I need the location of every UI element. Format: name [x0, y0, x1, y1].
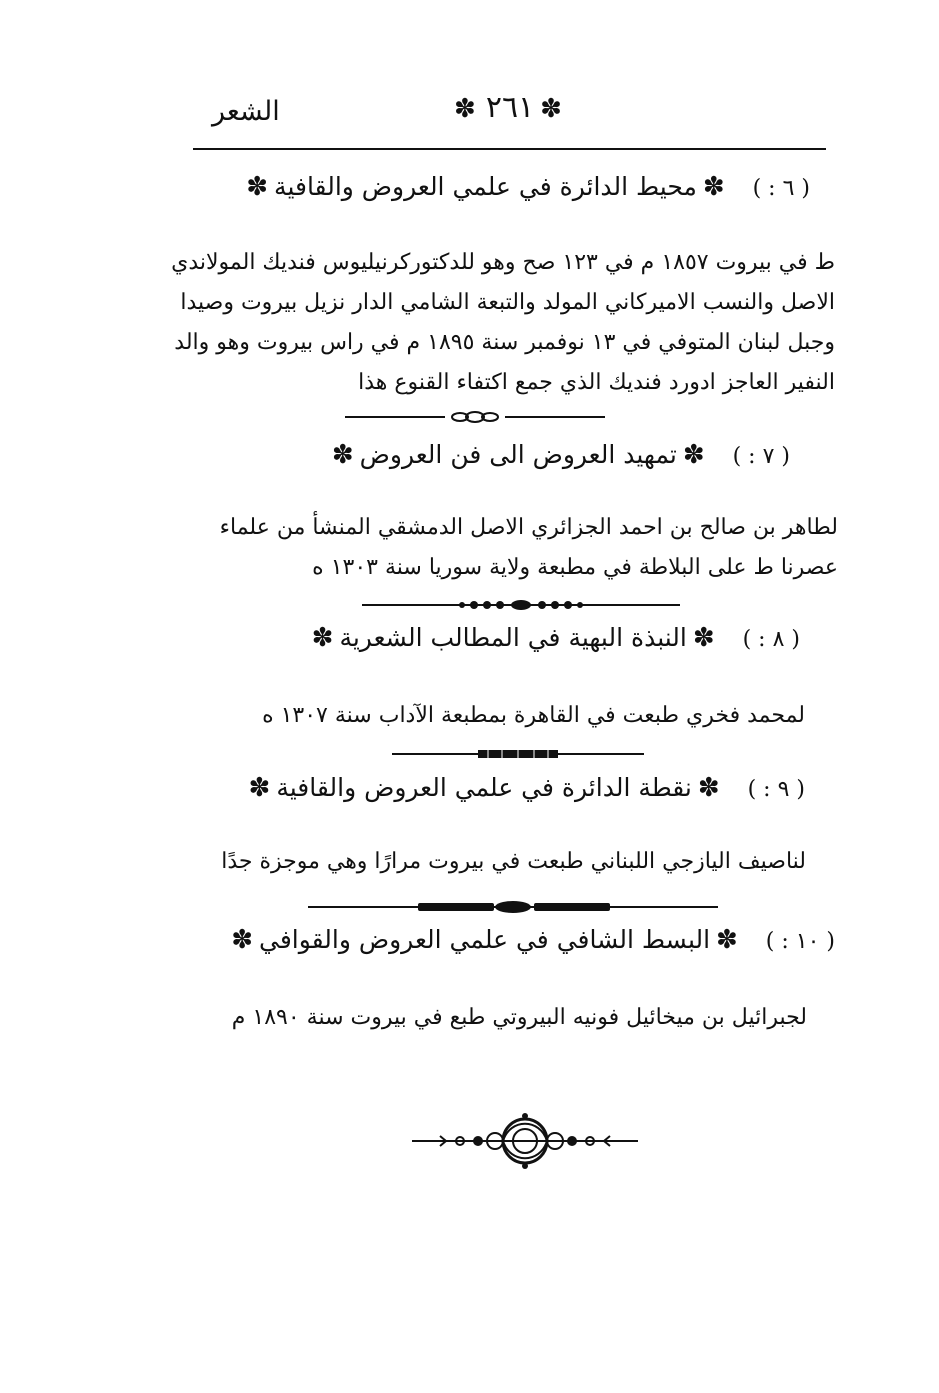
header-rule: [193, 148, 826, 150]
scroll-divider-icon: [345, 410, 605, 424]
scroll-divider-icon: [392, 747, 644, 761]
body-line: وجبل لبنان المتوفي في ١٣ نوفمبر سنة ١٨٩٥ م في راس بيروت وهو والد: [174, 330, 835, 355]
asterisk-flower-icon: ✽: [331, 440, 354, 470]
entry-body-7: [193, 508, 838, 588]
page-number-value: ٢٦١: [485, 90, 535, 125]
body-line: ط في بيروت ١٨٥٧ م في ١٢٣ صح وهو للدكتوركرنيليوس فنديك المولاندي: [171, 250, 835, 275]
asterisk-flower-icon: ✽: [697, 773, 720, 803]
body-line: عصرنا ط على البلاطة في مطبعة ولاية سوريا سنة ١٣٠٣ ه: [312, 555, 838, 580]
entry-number: ( ٧ : ): [732, 444, 790, 469]
entry-body-6: [171, 243, 835, 403]
entry-title-text: نقطة الدائرة في علمي العروض والقافية: [276, 773, 692, 802]
entry-title-8: [311, 623, 800, 653]
scroll-divider-icon: [362, 598, 680, 612]
body-line: لطاهر بن صالح بن احمد الجزائري الاصل الدمشقي المنشأ من علماء: [219, 515, 838, 540]
running-head-title: الشعر: [212, 96, 280, 127]
entry-title-9: [248, 773, 805, 803]
entry-title-text: البسط الشافي في علمي العروض والقوافي: [258, 925, 711, 954]
asterisk-flower-icon: ✽: [702, 172, 725, 202]
entry-title-7: [331, 440, 790, 470]
asterisk-flower-icon: ✽: [540, 94, 566, 124]
body-line: لمحمد فخري طبعت في القاهرة بمطبعة الآداب سنة ١٣٠٧ ه: [262, 703, 805, 728]
asterisk-flower-icon: ✽: [311, 623, 334, 653]
entry-body-9: [221, 842, 806, 882]
entry-number: ( ٦ : ): [752, 176, 810, 201]
entry-title-text: تمهيد العروض الى فن العروض: [359, 440, 677, 469]
entry-body-10: [231, 998, 807, 1038]
entry-body-8: [262, 696, 805, 736]
body-line: النفير العاجز ادورد فنديك الذي جمع اكتفاء القنوع هذا: [358, 370, 835, 395]
entry-title-text: محيط الدائرة في علمي العروض والقافية: [274, 172, 697, 201]
asterisk-flower-icon: ✽: [692, 623, 715, 653]
page-number: [445, 90, 575, 125]
entry-title-text: النبذة البهية في المطالب الشعرية: [339, 623, 687, 652]
entry-title-10: [231, 925, 835, 955]
entry-number: ( ١٠ : ): [765, 929, 835, 954]
body-line: لجبرائيل بن ميخائيل فونيه البيروتي طبع في بيروت سنة ١٨٩٠ م: [231, 1005, 807, 1030]
asterisk-flower-icon: ✽: [246, 172, 269, 202]
entry-title-6: [246, 172, 810, 202]
asterisk-flower-icon: ✽: [716, 925, 738, 955]
scroll-divider-icon: [308, 900, 718, 914]
asterisk-flower-icon: ✽: [231, 925, 253, 955]
arabesque-tailpiece-icon: [410, 1108, 640, 1174]
asterisk-flower-icon: ✽: [682, 440, 705, 470]
entry-number: ( ٨ : ): [742, 627, 800, 652]
body-line: الاصل والنسب الاميركاني المولد والتبعة الشامي الدار نزيل بيروت وصيدا: [180, 290, 835, 315]
asterisk-flower-icon: ✽: [248, 773, 271, 803]
body-line: لناصيف اليازجي اللبناني طبعت في بيروت مرارًا وهي موجزة جدًا: [221, 849, 806, 874]
asterisk-flower-icon: ✽: [454, 94, 480, 124]
entry-number: ( ٩ : ): [747, 777, 805, 802]
